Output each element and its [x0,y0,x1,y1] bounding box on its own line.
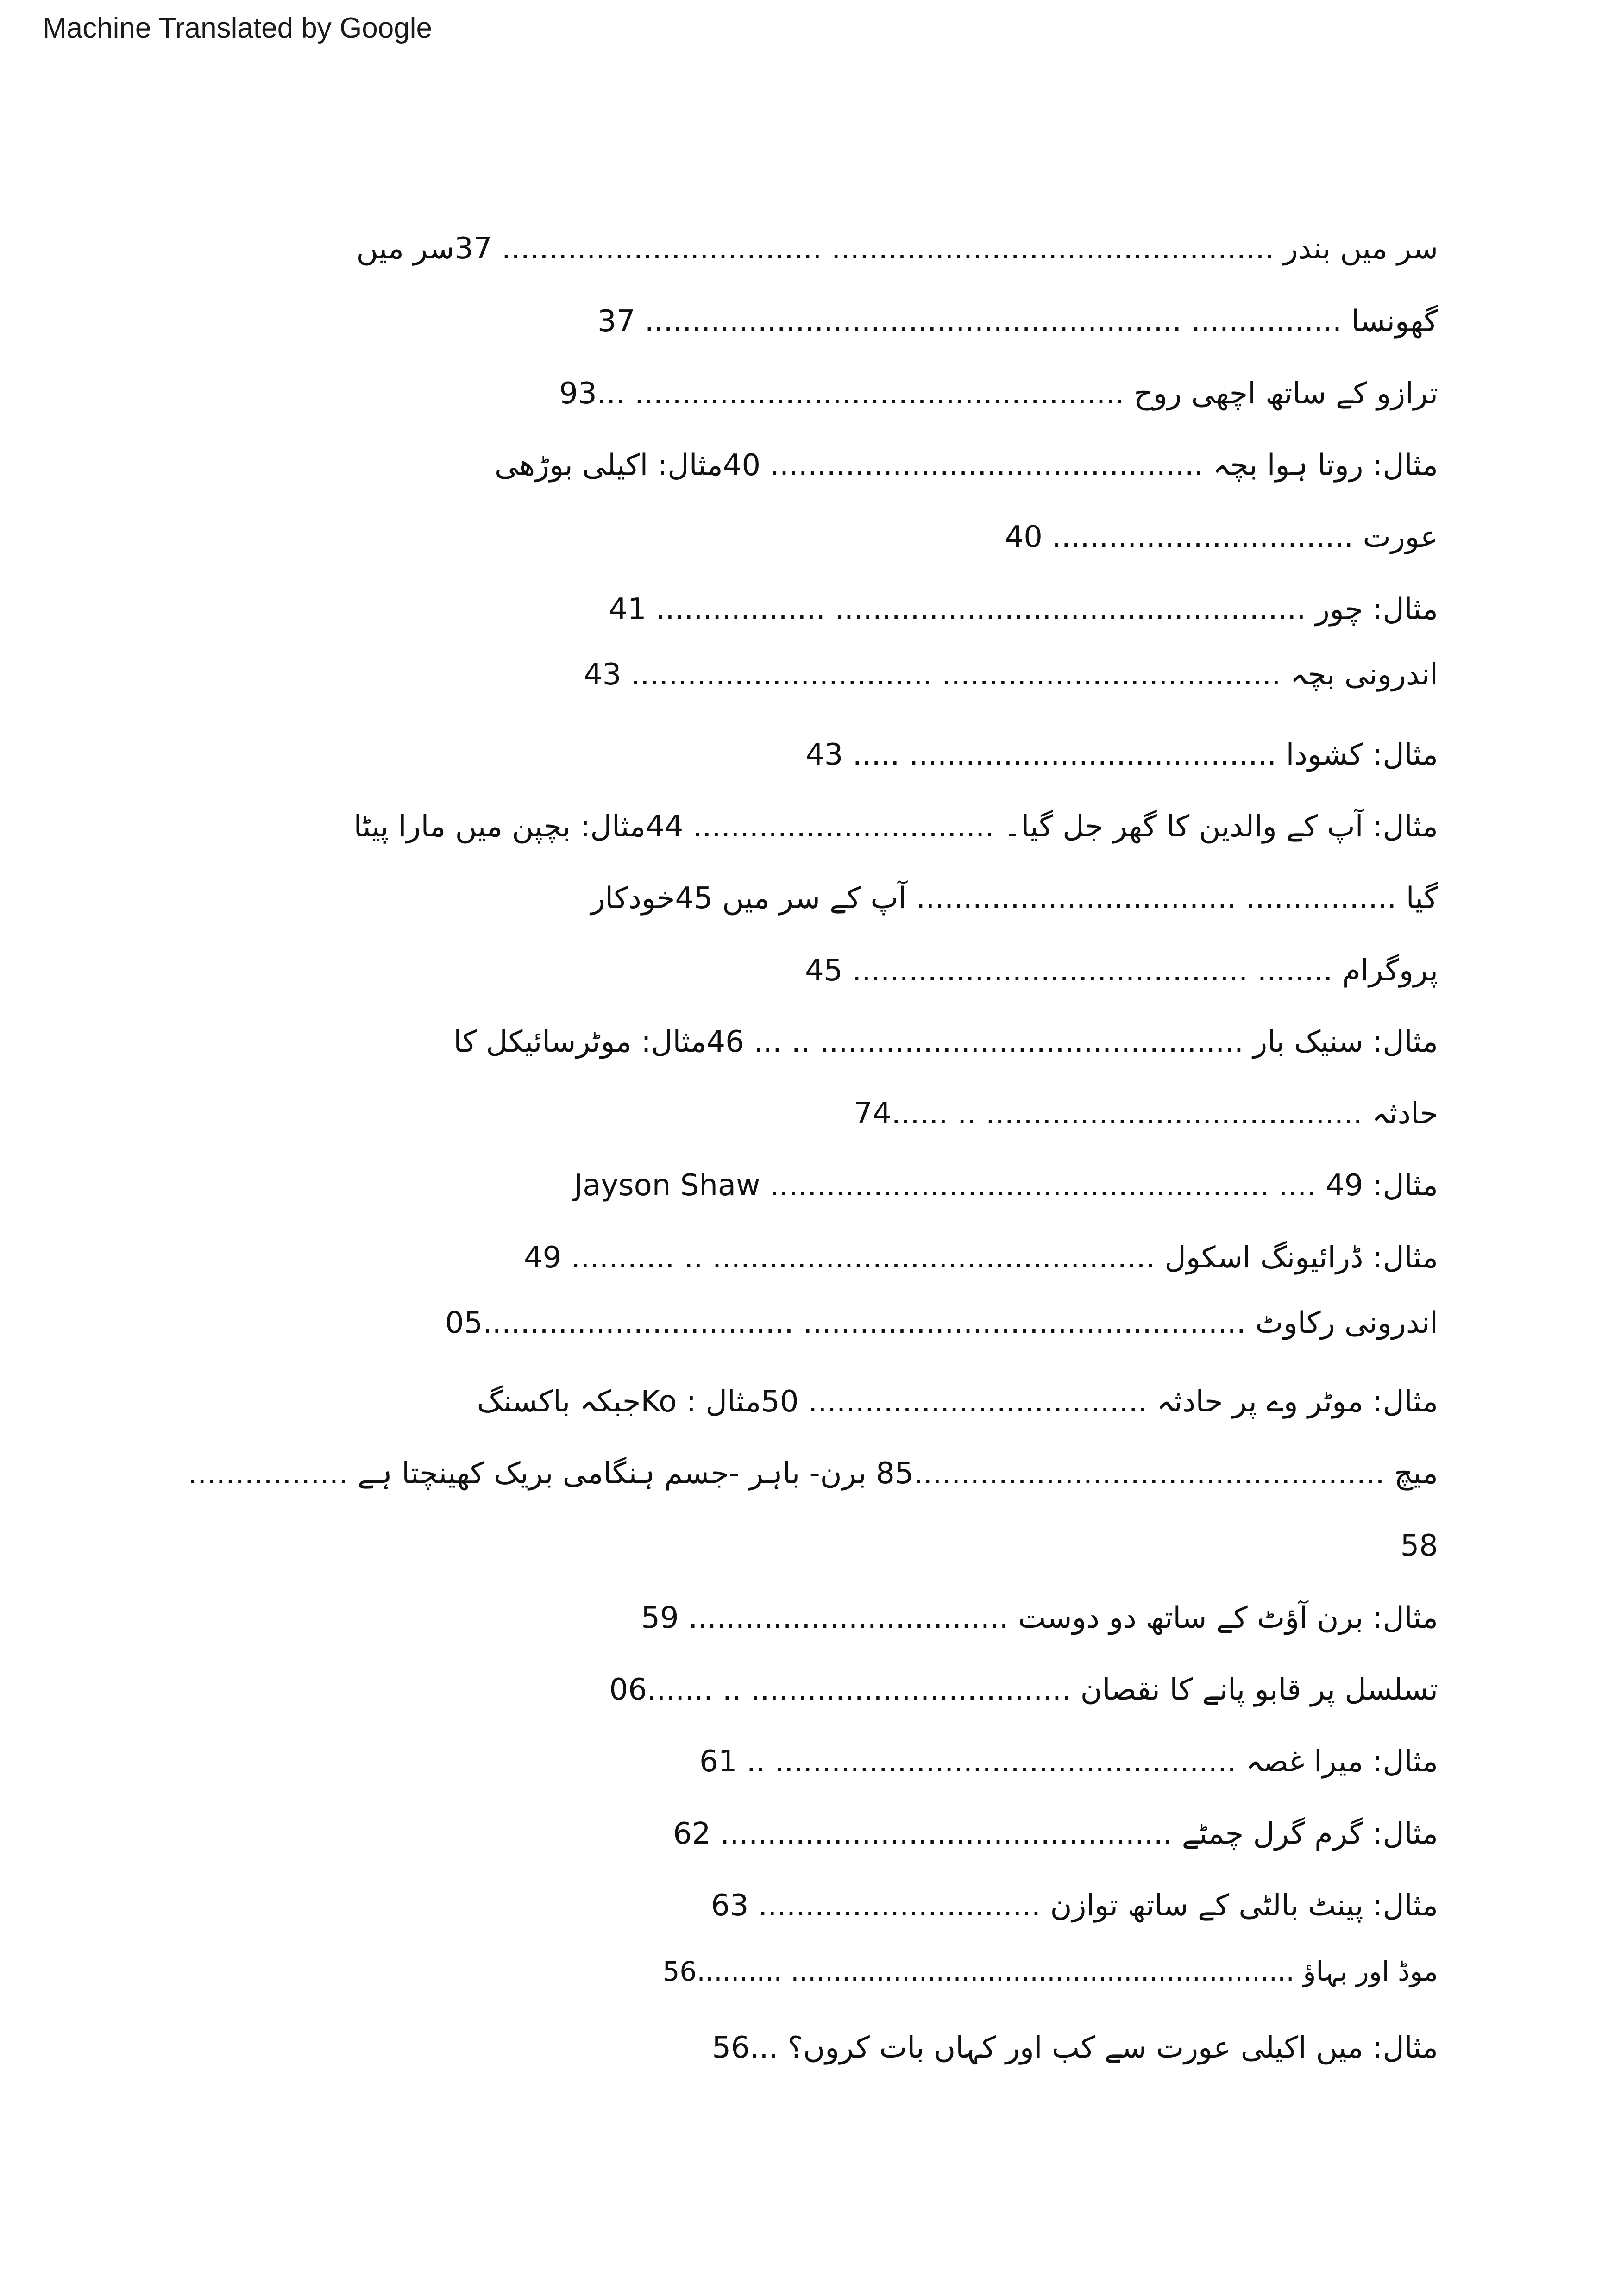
toc-entry: پروگرام ........ .......................................... 45 [805,954,1438,988]
toc-entry: مثال: گرم گرل چمٹے ................................................ 62 [673,1817,1438,1851]
toc-entry: 58 [1400,1529,1438,1563]
toc-entry: ترازو کے ساتھ اچھی روح .................................................... ...93 [559,376,1438,411]
toc-entry: حادثہ ........................................ .. ......74 [854,1097,1438,1131]
toc-entry: اندرونی رکاوٹ ............................................... .................................05 [445,1306,1438,1340]
toc-entry: مثال: سنیک بار ............................................. .. ... 46مثال: موٹرسائیکل کا [453,1025,1438,1059]
toc-entry: گھونسا ................ ......................................................... 37 [597,304,1438,339]
toc-entry: مثال: پینٹ بالٹی کے ساتھ توازن .............................. 63 [711,1888,1438,1923]
toc-entry: مثال: 49 .... ..................................................... Jayson Shaw [574,1168,1438,1203]
toc-entry: مثال: ڈرائیونگ اسکول ............................................... .. ........... 49 [523,1241,1438,1275]
toc-entry: اندرونی بچہ .................................... ................................ 43 [584,658,1438,692]
toc-entry: سر میں بندر ............................................... .................................. 37سر میں [356,232,1438,266]
toc-entry: مثال: برن آؤٹ کے ساتھ دو دوست .................................. 59 [641,1601,1438,1635]
toc-entry: مثال: چور .................................................. .................. 41 [609,592,1438,627]
toc-entry: گیا ................ .................................. آپ کے سر میں 45خودکار [591,881,1438,916]
toc-entry: عورت ................................ 40 [1005,520,1438,554]
toc-entry: مثال: موٹر وے پر حادثہ .................................... 50مثال : Koجبکہ باکسنگ [477,1385,1438,1419]
toc-entry: مثال: آپ کے والدین کا گھر جل گیا۔ ................................ 44مثال: بچپن میں مارا پیٹا [353,809,1438,844]
toc-entry: مثال: کشودا ....................................... ..... 43 [805,738,1438,772]
toc-entry: مثال: روتا ہوا بچہ .............................................. 40مثال: اکیلی بوڑھی [494,448,1438,483]
machine-translation-banner: Machine Translated by Google [43,12,432,44]
toc-entry: مثال: میں اکیلی عورت سے کب اور کہاں بات کروں؟ ...56 [712,2031,1438,2065]
toc-entry: موڈ اور بہاؤ ........................................................... ..........56 [662,1956,1438,1987]
toc-entry: مثال: میرا غصہ ................................................. .. 61 [699,1744,1438,1779]
toc-entry: تسلسل پر قابو پانے کا نقصان .................................. .. .......06 [609,1673,1438,1707]
toc-entry: میچ ..................................................85 برن- باہر -جسم ہنگامی بریک کھینچتا ہے ................. [188,1456,1438,1491]
